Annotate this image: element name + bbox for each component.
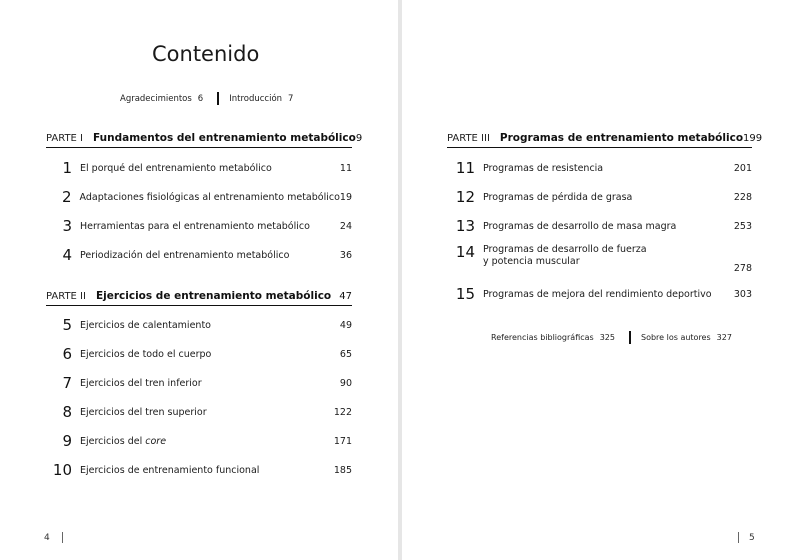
chapter-number: 12 [455, 188, 475, 206]
chapter-number: 15 [455, 285, 475, 303]
folio-rule [62, 532, 63, 543]
part-header-2 [46, 287, 352, 306]
front-matter [120, 92, 293, 105]
chapter-title: Ejercicios del tren inferior [80, 377, 202, 389]
chapter-entry [441, 244, 752, 274]
chapter-title: Herramientas para el entrenamiento metabólico [80, 220, 310, 232]
chapter-page: 278 [733, 263, 752, 274]
chapter-page: 36 [339, 249, 352, 261]
part-label: PARTE II [46, 290, 86, 302]
separator-bar [217, 92, 219, 105]
part-page: 47 [339, 290, 352, 302]
chapter-number: 13 [455, 217, 475, 235]
chapter-page: 19 [339, 191, 352, 203]
part-header-1 [46, 129, 363, 148]
front-item-page: 7 [288, 93, 294, 104]
front-item-label: Introducción [229, 93, 283, 104]
chapter-number: 4 [62, 246, 72, 264]
chapter-entry [38, 403, 352, 421]
right-page [402, 0, 800, 560]
chapter-title-line: Programas de desarrollo de fuerza [483, 244, 647, 255]
chapter-title: Programas de desarrollo de masa magra [483, 220, 677, 232]
front-item-label: Agradecimientos [120, 93, 192, 104]
page-number: 5 [749, 532, 755, 543]
chapter-number: 11 [455, 159, 475, 177]
chapter-number: 5 [62, 316, 72, 334]
chapter-page: 171 [333, 435, 352, 447]
chapter-title: Periodización del entrenamiento metabólico [80, 249, 290, 261]
chapter-title [483, 244, 683, 268]
chapter-entry [38, 217, 352, 235]
chapter-entry [38, 246, 352, 264]
chapter-page: 122 [333, 406, 352, 418]
chapter-title: Programas de resistencia [483, 162, 604, 174]
chapter-page: 65 [339, 348, 352, 360]
chapter-title: Adaptaciones fisiológicas al entrenamiento metabólico [79, 191, 340, 203]
back-matter [491, 331, 732, 344]
chapter-entry [38, 374, 352, 392]
chapter-page: 253 [733, 220, 752, 232]
chapter-entry [441, 159, 752, 177]
folio-rule [738, 532, 739, 543]
chapter-page: 24 [339, 220, 352, 232]
chapter-title: El porqué del entrenamiento metabólico [80, 162, 272, 174]
chapter-number: 9 [62, 432, 72, 450]
part-label: PARTE I [46, 132, 84, 144]
part-label: PARTE III [447, 132, 490, 144]
front-item-page: 6 [197, 93, 204, 104]
chapter-title: Programas de mejora del rendimiento deportivo [483, 288, 712, 300]
chapter-number: 10 [52, 461, 72, 479]
chapter-title-text: Ejercicios del [80, 435, 143, 447]
chapter-entry [38, 432, 352, 450]
folio-left [44, 532, 63, 543]
chapter-number: 1 [62, 159, 72, 177]
page-number: 4 [44, 532, 50, 543]
chapter-number: 2 [61, 188, 72, 206]
page-title: Contenido [152, 42, 260, 66]
part-page: 9 [355, 132, 363, 144]
chapter-title: Ejercicios de todo el cuerpo [80, 348, 212, 360]
part-header-3 [447, 129, 763, 148]
chapter-title [80, 436, 166, 447]
back-item-label: Referencias bibliográficas [491, 333, 594, 342]
chapter-page: 11 [339, 162, 352, 174]
chapter-title: Programas de pérdida de grasa [483, 191, 633, 203]
chapter-page: 201 [733, 162, 752, 174]
back-item-label: Sobre los autores [640, 333, 711, 342]
part-title: Fundamentos del entrenamiento metabólico [93, 132, 356, 144]
chapter-number: 6 [62, 345, 72, 363]
chapter-title: Ejercicios de entrenamiento funcional [80, 464, 260, 476]
back-item-page: 327 [716, 333, 732, 342]
separator-bar [629, 331, 631, 344]
chapter-title: Ejercicios de calentamiento [80, 319, 211, 331]
chapter-page: 90 [339, 377, 352, 389]
chapter-number: 8 [62, 403, 72, 421]
chapter-entry [38, 461, 352, 479]
chapter-page: 228 [733, 191, 752, 203]
chapter-entry [441, 188, 752, 206]
chapter-page: 303 [733, 288, 752, 300]
part-title: Ejercicios de entrenamiento metabólico [95, 290, 332, 302]
chapter-entry [38, 316, 352, 334]
chapter-number: 3 [62, 217, 72, 235]
chapter-page: 49 [339, 319, 352, 331]
chapter-title-italic: core [145, 435, 167, 447]
chapter-entry [38, 345, 352, 363]
chapter-title: Ejercicios del tren superior [80, 406, 207, 418]
chapter-page: 185 [333, 464, 352, 476]
back-item-page: 325 [599, 333, 615, 342]
chapter-entry [38, 188, 352, 206]
chapter-number: 14 [455, 243, 475, 261]
chapter-number: 7 [62, 374, 72, 392]
part-page: 199 [743, 132, 763, 144]
part-title: Programas de entrenamiento metabólico [499, 132, 744, 144]
folio-right [738, 532, 755, 543]
chapter-entry [441, 285, 752, 303]
chapter-entry [38, 159, 352, 177]
chapter-title-line: y potencia muscular [483, 256, 580, 267]
chapter-entry [441, 217, 752, 235]
